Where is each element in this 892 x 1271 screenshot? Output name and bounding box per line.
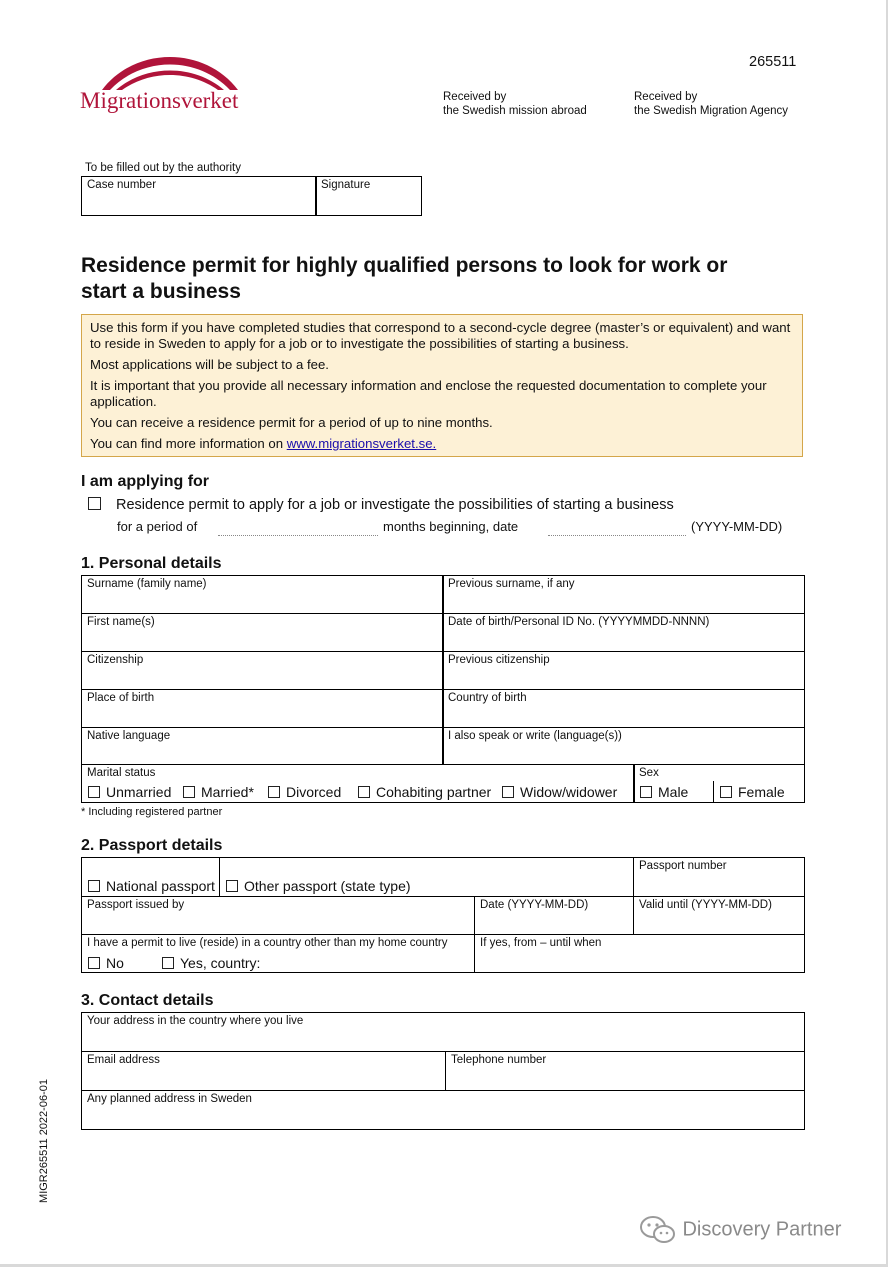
checkbox[interactable]	[88, 786, 100, 798]
field-label: I have a permit to live (reside) in a country other than my home country	[87, 937, 448, 949]
surname-field[interactable]	[81, 575, 444, 614]
option-label: Cohabiting partner	[376, 784, 492, 800]
option-label: Other passport (state type)	[244, 878, 411, 894]
field-label: Passport number	[639, 860, 727, 872]
previous-surname-field[interactable]	[442, 575, 805, 614]
marital-option[interactable]	[88, 784, 171, 800]
info-paragraph: Use this form if you have completed studies that correspond to a second-cycle degree (master’s or equivalent) and want to reside in Sweden to apply for a job or to investigate the possibilities of starting a business.	[90, 320, 791, 351]
first-names-field[interactable]	[81, 613, 444, 652]
applying-checkbox[interactable]	[88, 497, 101, 510]
field-label: Valid until (YYYY-MM-DD)	[639, 899, 772, 911]
months-label: months beginning, date	[383, 519, 519, 534]
watermark-text: Discovery Partner	[682, 1218, 842, 1241]
native-language-field[interactable]	[81, 727, 444, 765]
info-box	[81, 314, 803, 457]
date-format-label: (YYYY-MM-DD)	[691, 519, 783, 534]
field-label: If yes, from – until when	[480, 937, 602, 949]
info-link-prefix: You can find more information on	[90, 436, 287, 451]
permit-yes-option[interactable]	[162, 955, 260, 971]
signature-field[interactable]	[315, 176, 422, 216]
field-label: Your address in the country where you live	[87, 1015, 304, 1027]
other-languages-field[interactable]	[442, 727, 805, 765]
option-label: No	[106, 955, 124, 971]
chat-bubble-icon	[638, 1214, 678, 1246]
field-label: Previous citizenship	[448, 654, 550, 666]
applying-heading: I am applying for	[81, 473, 210, 490]
sex-option-female[interactable]	[720, 784, 785, 800]
field-label: Marital status	[87, 767, 156, 779]
passport-number-field[interactable]	[633, 857, 805, 897]
option-label: Widow/widower	[520, 784, 618, 800]
checkbox[interactable]	[88, 957, 100, 969]
footnote: * Including registered partner	[81, 806, 223, 818]
authority-caption: To be filled out by the authority	[85, 162, 241, 174]
contact-heading: 3. Contact details	[81, 992, 214, 1009]
field-label: Email address	[87, 1054, 160, 1066]
option-label: Female	[738, 784, 785, 800]
sweden-address-field[interactable]	[81, 1090, 805, 1130]
sex-divider	[713, 781, 714, 803]
citizenship-field[interactable]	[81, 651, 444, 690]
passport-heading: 2. Passport details	[81, 837, 223, 854]
case-number-field[interactable]	[81, 176, 317, 216]
marital-option[interactable]	[502, 784, 617, 800]
field-label: Date of birth/Personal ID No. (YYYYMMDD-NNNN)	[448, 616, 710, 628]
case-number-label: Case number	[87, 179, 157, 191]
previous-citizenship-field[interactable]	[442, 651, 805, 690]
watermark	[638, 1214, 841, 1248]
logo	[80, 52, 260, 122]
marital-option[interactable]	[358, 784, 491, 800]
permit-no-option[interactable]	[88, 955, 124, 971]
received-mission-line1: Received by	[443, 91, 507, 103]
dob-field[interactable]	[442, 613, 805, 652]
checkbox[interactable]	[162, 957, 174, 969]
applying-option-label: Residence permit to apply for a job or investigate the possibilities of starting a business	[116, 497, 674, 513]
option-label: Divorced	[286, 784, 342, 800]
permit-period-field[interactable]	[474, 934, 805, 973]
field-label: Passport issued by	[87, 899, 185, 911]
period-input[interactable]	[218, 535, 378, 536]
option-label: Yes, country:	[180, 955, 261, 971]
other-passport-option[interactable]	[226, 878, 411, 894]
passport-valid-until-field[interactable]	[633, 896, 805, 935]
checkbox[interactable]	[358, 786, 370, 798]
page-title-line2: start a business	[81, 280, 241, 303]
page-title-line1: Residence permit for highly qualified persons to look for work or	[81, 254, 728, 277]
info-paragraph: Most applications will be subject to a fee.	[90, 357, 329, 372]
field-label: Any planned address in Sweden	[87, 1093, 252, 1105]
received-agency	[634, 90, 788, 118]
country-of-birth-field[interactable]	[442, 689, 805, 728]
field-label: Citizenship	[87, 654, 144, 666]
info-paragraph	[90, 436, 794, 452]
field-label: Surname (family name)	[87, 578, 207, 590]
email-field[interactable]	[81, 1051, 446, 1091]
field-label: Sex	[639, 767, 659, 779]
marital-option[interactable]	[268, 784, 341, 800]
checkbox[interactable]	[183, 786, 195, 798]
checkbox[interactable]	[226, 880, 238, 892]
side-form-code	[38, 1076, 52, 1206]
checkbox[interactable]	[720, 786, 732, 798]
logo-text: Migrationsverket	[80, 88, 239, 113]
side-form-code-text: MIGR265511 2022-06-01	[38, 1079, 50, 1203]
passport-issued-by-field[interactable]	[81, 896, 475, 935]
info-paragraph: You can receive a residence permit for a period of up to nine months.	[90, 415, 493, 430]
signature-label: Signature	[321, 179, 371, 191]
place-of-birth-field[interactable]	[81, 689, 444, 728]
checkbox[interactable]	[640, 786, 652, 798]
sex-option-male[interactable]	[640, 784, 688, 800]
field-label: First name(s)	[87, 616, 155, 628]
start-date-input[interactable]	[548, 535, 686, 536]
option-label: Male	[658, 784, 689, 800]
received-agency-line1: Received by	[634, 91, 698, 103]
home-address-field[interactable]	[81, 1012, 805, 1052]
field-label: Telephone number	[451, 1054, 547, 1066]
telephone-field[interactable]	[445, 1051, 805, 1091]
field-label: Native language	[87, 730, 171, 742]
period-label: for a period of	[117, 519, 198, 534]
option-label: National passport	[106, 878, 215, 894]
received-mission	[443, 90, 587, 118]
other-permit-group	[81, 934, 475, 973]
website-link[interactable]: www.migrationsverket.se.	[286, 436, 437, 451]
passport-date-field[interactable]	[474, 896, 634, 935]
marital-option[interactable]	[183, 784, 254, 800]
field-label: Date (YYYY-MM-DD)	[480, 899, 589, 911]
personal-heading: 1. Personal details	[81, 555, 222, 572]
field-label: Place of birth	[87, 692, 155, 704]
received-agency-line2: the Swedish Migration Agency	[634, 105, 789, 117]
checkbox[interactable]	[502, 786, 514, 798]
field-label: I also speak or write (language(s))	[448, 730, 622, 742]
form-number: 265511	[749, 54, 797, 70]
national-passport-option[interactable]	[88, 878, 215, 894]
checkbox[interactable]	[88, 880, 100, 892]
received-mission-line2: the Swedish mission abroad	[443, 105, 587, 117]
applying-option[interactable]	[88, 497, 674, 513]
info-paragraph: It is important that you provide all necessary information and enclose the requested documentation to complete your application.	[90, 378, 767, 409]
page-title	[81, 253, 821, 305]
field-label: Previous surname, if any	[448, 578, 575, 590]
field-label: Country of birth	[448, 692, 527, 704]
option-label: Unmarried	[106, 784, 172, 800]
option-label: Married*	[201, 784, 254, 800]
checkbox[interactable]	[268, 786, 280, 798]
logo-arc-icon	[80, 52, 260, 92]
